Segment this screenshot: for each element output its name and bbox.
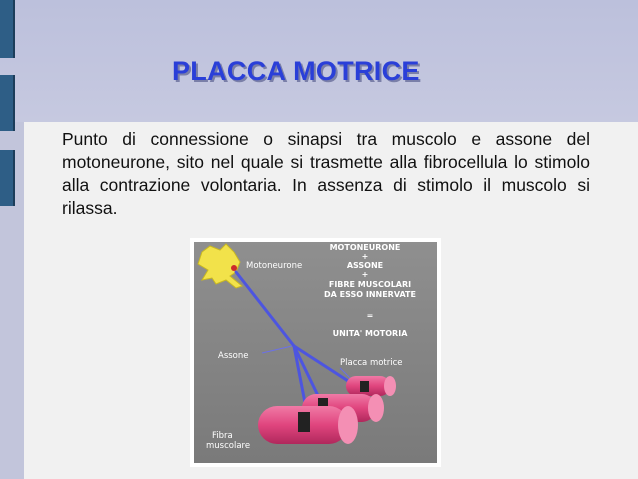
motor-unit-diagram [190,238,441,467]
equation-motoneurone: MOTONEURONE [329,243,401,252]
side-accent-bar-3 [0,150,15,206]
equation-equals: = [366,311,374,320]
muscle-fiber-1 [346,376,396,396]
label-motoneurone: Motoneurone [246,261,303,271]
equation-plus-1: + [361,252,369,261]
equation-assone: ASSONE [346,261,384,270]
slide-paragraph: Punto di connessione o sinapsi tra muscolo e assone del motoneurone, sito nel quale si trasmette alla fibrocellula lo stimolo alla contrazione volontaria. In assenza di stimolo il muscolo si rilassa. [62,129,590,218]
label-muscolare: muscolare [206,441,251,451]
muscle-fiber-3 [258,406,358,444]
motor-unit-figure [190,238,441,467]
label-placca-motrice: Placca motrice [340,358,403,368]
slide-title: PLACCA MOTRICE [172,56,420,86]
label-assone: Assone [218,351,249,361]
side-accent-bar-2 [0,75,15,131]
neuron-nucleus [231,265,237,271]
equation-plus-2: + [361,270,369,279]
equation-unita-motoria: UNITA' MOTORIA [332,329,408,338]
equation-da-esso-innervate: DA ESSO INNERVATE [324,290,416,299]
equation-fibre-muscolari: FIBRE MUSCOLARI [328,280,412,289]
side-accent-bar-1 [0,0,15,58]
label-fibra: Fibra [212,431,233,441]
